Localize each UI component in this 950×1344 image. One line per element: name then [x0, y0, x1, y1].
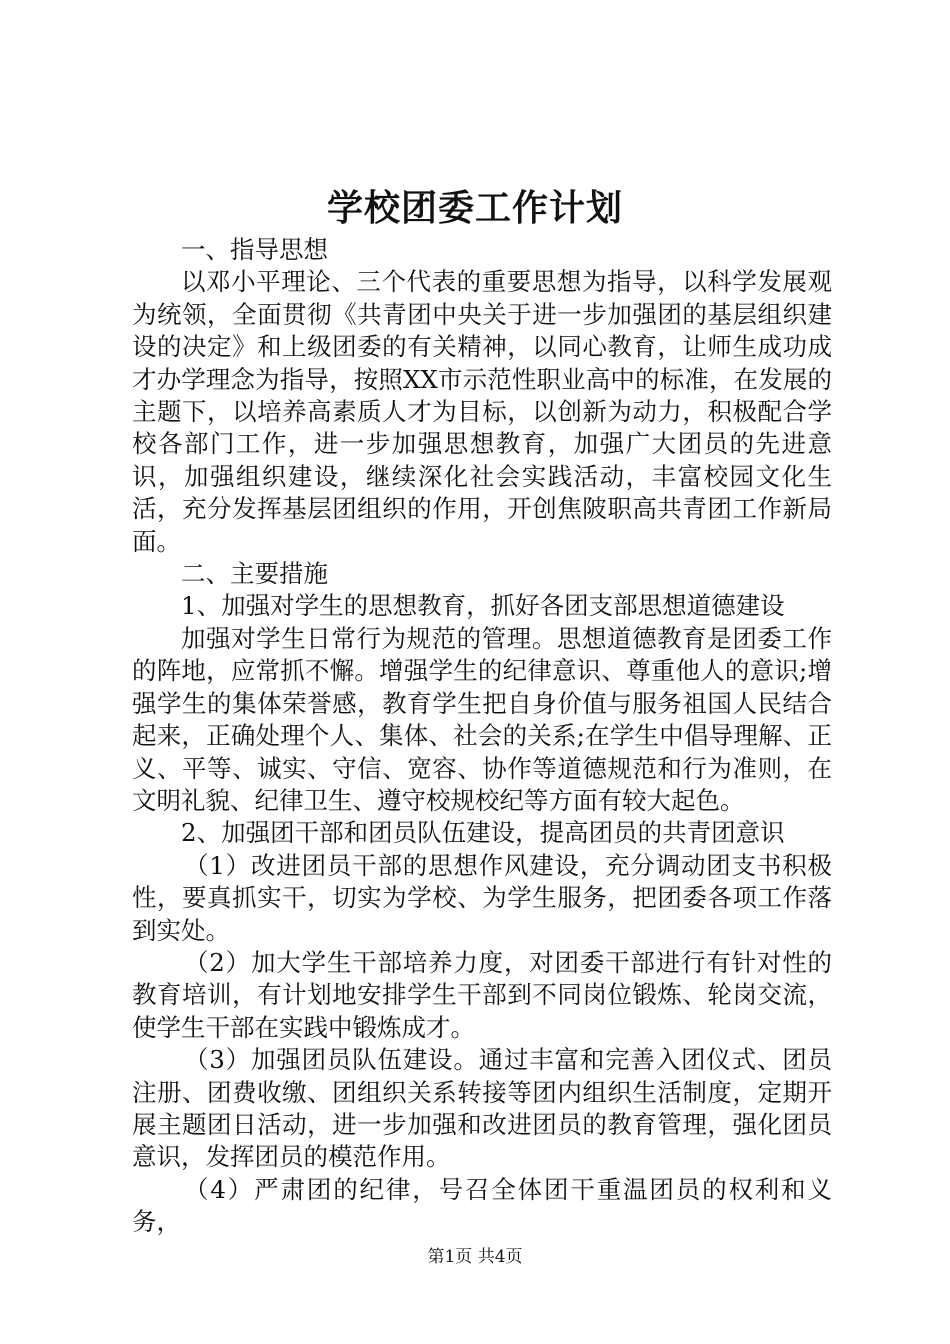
paragraph-measure-2-item-4: （4）严肃团的纪律，号召全体团干重温团员的权利和义务， — [132, 1174, 832, 1237]
page-footer: 第1页 共4页 — [427, 1247, 523, 1267]
heading-main-measures: 二、主要措施 — [181, 559, 328, 589]
paragraph-measure-2-item-1: （1）改进团员干部的思想作风建设，充分调动团支书积极性，要真抓实干，切实为学校、为学生服务，把团委各项工作落到实处。 — [132, 850, 832, 945]
paragraph-measure-2-item-2: （2）加大学生干部培养力度，对团委干部进行有针对性的教育培训，有计划地安排学生干部到不同岗位锻炼、轮岗交流，使学生干部在实践中锻炼成才。 — [132, 947, 832, 1042]
paragraph-measure-1: 加强对学生日常行为规范的管理。思想道德教育是团委工作的阵地，应常抓不懈。增强学生的纪律意识、尊重他人的意识;增强学生的集体荣誉感，教育学生把自身价值与服务祖国人民结合起来，正确处理个人、集体、社会的关系;在学生中倡导理解、正义、平等、诚实、守信、宽容、协作等道德规范和行为准则，在文明礼貌、纪律卫生、遵守校规校纪等方面有较大起色。 — [132, 623, 832, 815]
subheading-measure-1: 1、加强对学生的思想教育，抓好各团支部思想道德建设 — [181, 591, 785, 621]
paragraph-measure-2-item-3: （3）加强团员队伍建设。通过丰富和完善入团仪式、团员注册、团费收缴、团组织关系转接等团内组织生活制度，定期开展主题团日活动，进一步加强和改进团员的教育管理，强化团员意识，发挥团员的模范作用。 — [132, 1045, 832, 1172]
heading-guiding-ideology: 一、指导思想 — [181, 235, 328, 264]
document-title: 学校团委工作计划 — [326, 187, 623, 229]
paragraph-guiding-ideology: 以邓小平理论、三个代表的重要思想为指导，以科学发展观为统领，全面贯彻《共青团中央关于进一步加强团的基层组织建设的决定》和上级团委的有关精神，以同心教育，让师生成功成才办学理念为指导，按照XX市示范性职业高中的标准，在发展的主题下，以培养高素质人才为目标，以创新为动力，积极配合学校各部门工作，进一步加强思想教育，加强广大团员的先进意识，加强组织建设，继续深化社会实践活动，丰富校园文化生活，充分发挥基层团组织的作用，开创焦陂职高共青团工作新局面。 — [132, 267, 832, 556]
subheading-measure-2: 2、加强团干部和团员队伍建设，提高团员的共青团意识 — [181, 818, 785, 848]
document-body — [132, 234, 832, 1239]
